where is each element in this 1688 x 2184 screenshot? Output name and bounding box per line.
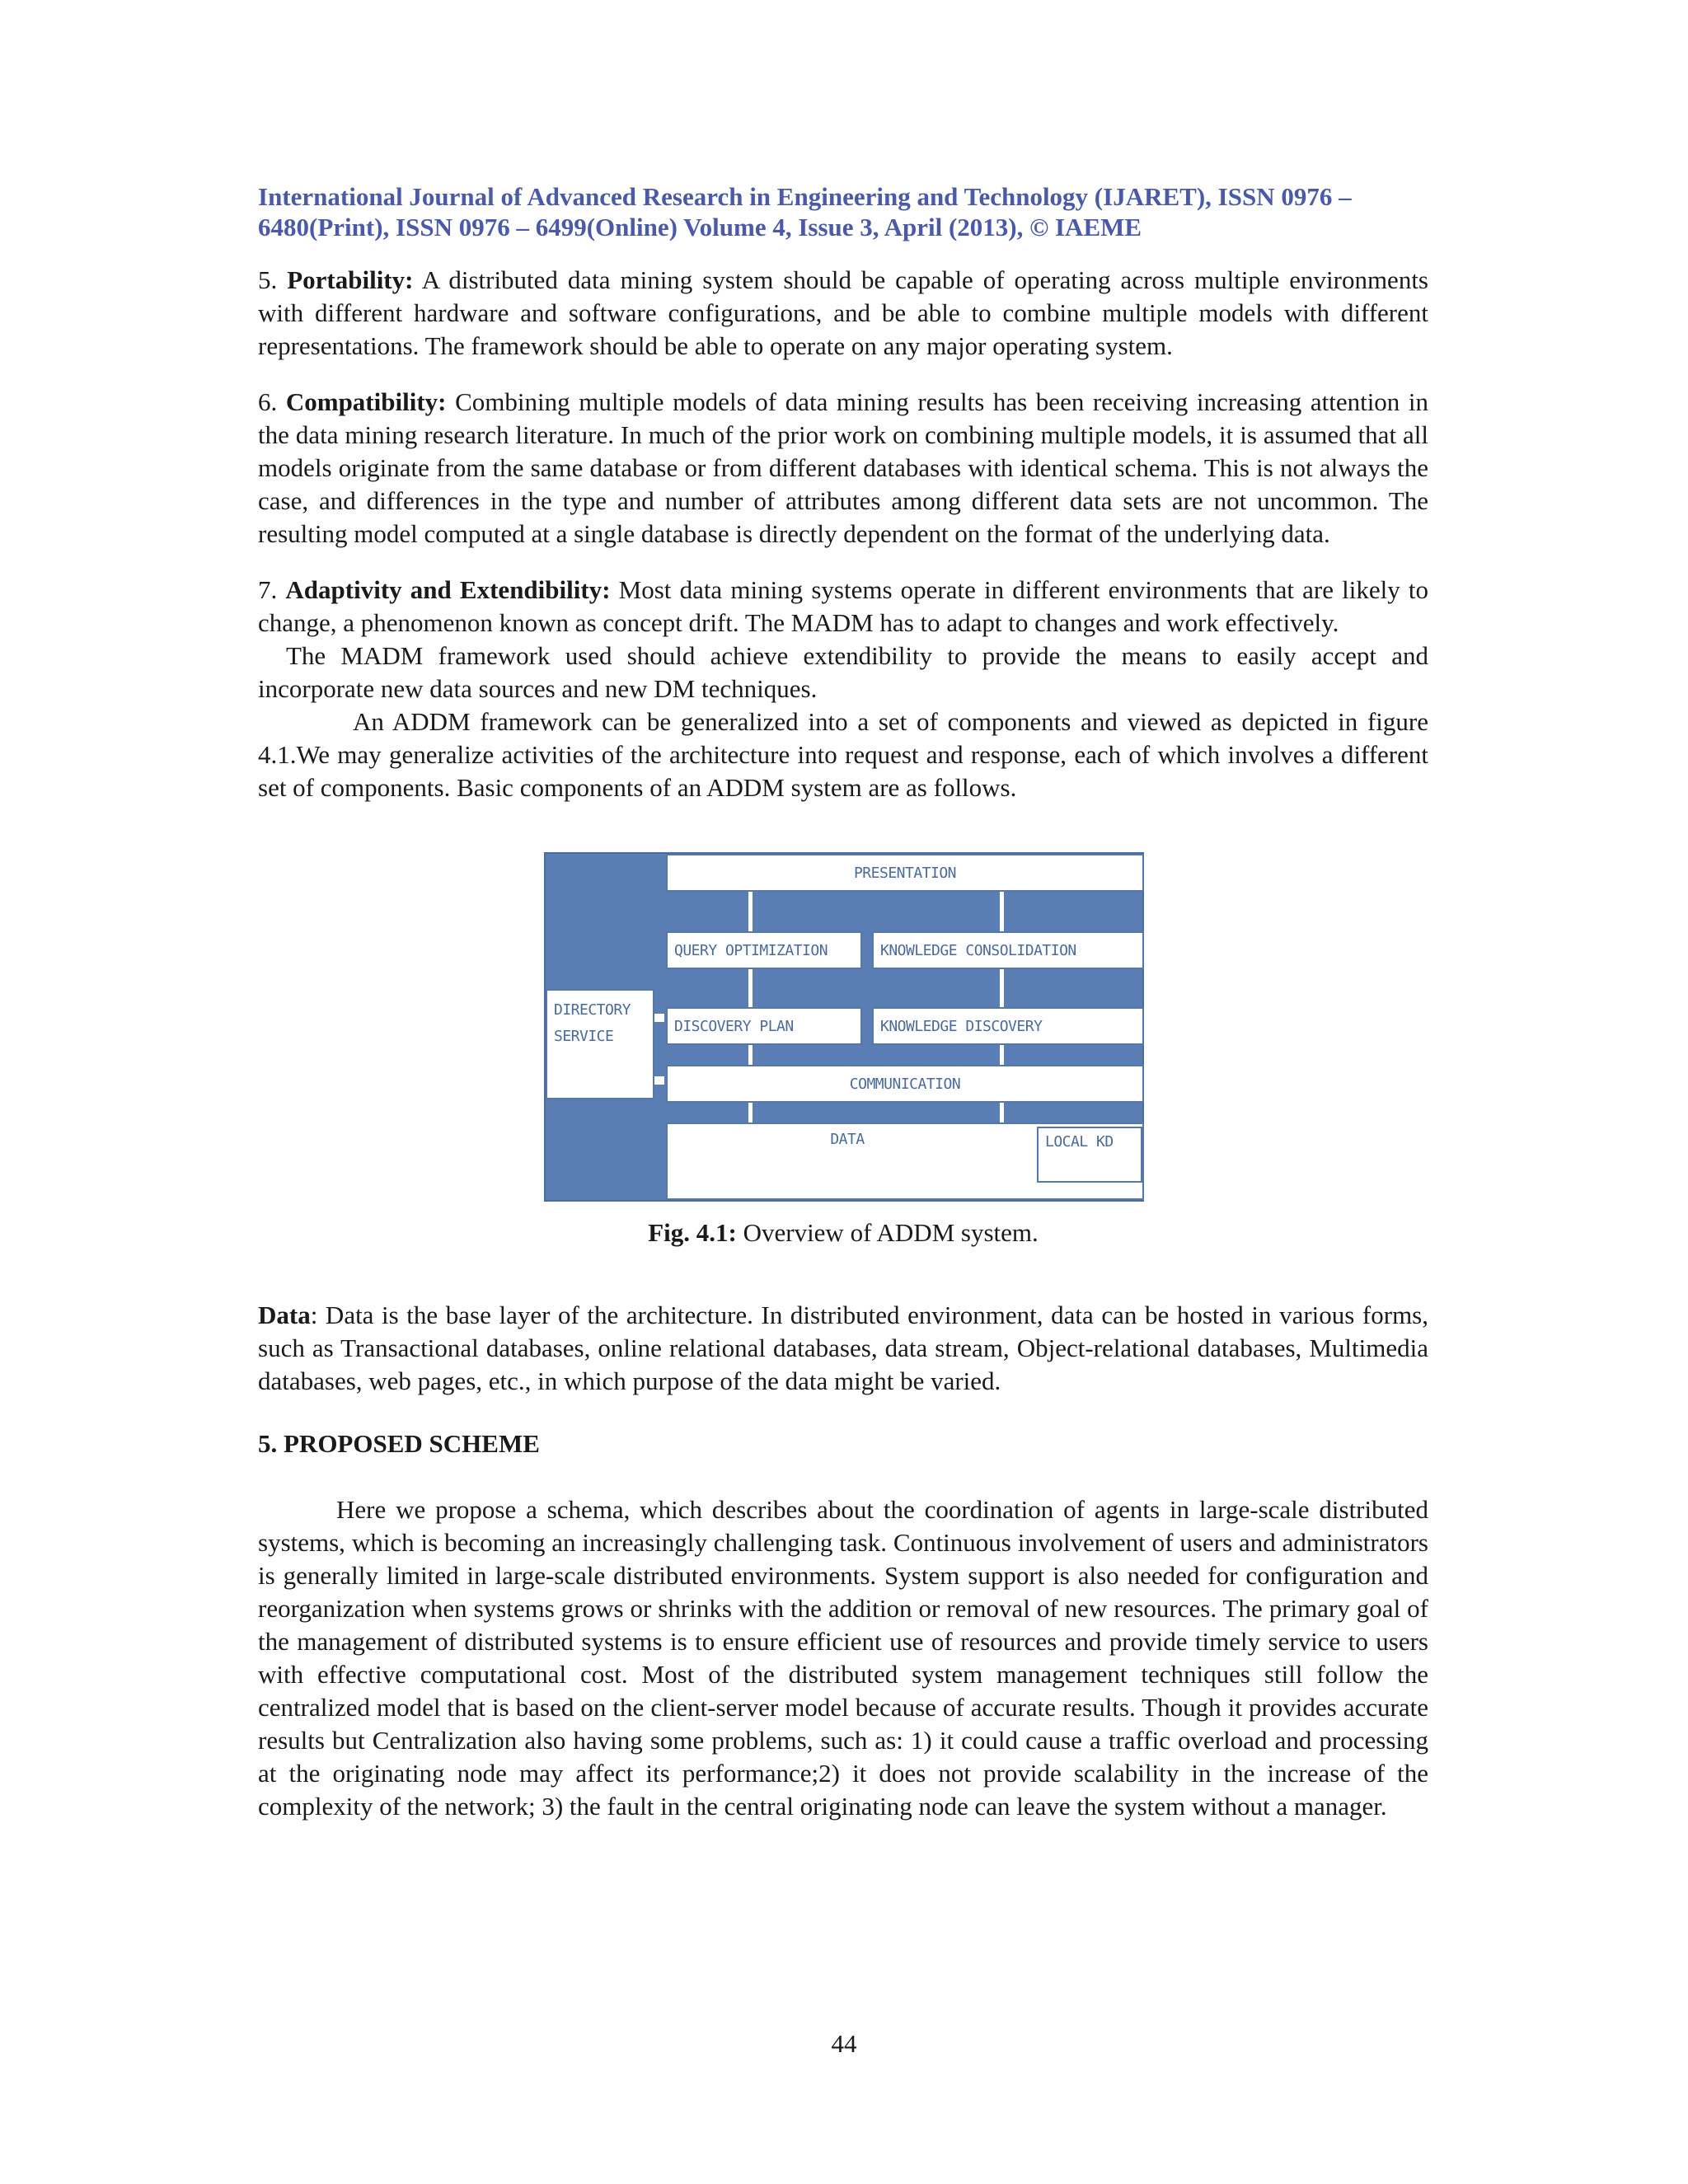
communication-box: COMMUNICATION: [666, 1065, 1144, 1103]
arrow-up-icon: [1000, 1103, 1004, 1122]
paragraph-addm: An ADDM framework can be generalized into a set of components and viewed as depicted in figure 4.1.We may generalize activities of the architecture into request and response, each of which involves a different set of components. Basic components of an ADDM system are as follows.: [258, 707, 1428, 802]
data-term: Data: [258, 1301, 311, 1329]
item-number: 6.: [258, 387, 278, 416]
knowledge-consolidation-box: KNOWLEDGE CONSOLIDATION: [872, 931, 1144, 969]
section-title: 5. PROPOSED SCHEME: [258, 1429, 540, 1458]
data-box: DATA: [666, 1122, 1144, 1200]
arrow-up-icon: [1000, 969, 1004, 1007]
item-compatibility: [258, 386, 1428, 551]
page-content: [258, 181, 1428, 1823]
section-paragraph: Here we propose a schema, which describes about the coordination of agents in large-scale distributed systems, which is becoming an increasingly challenging task. Continuous involvement of users and administrators is generally limited in large-scale distributed environments. System support is also needed for configuration and reorganization when systems grows or shrinks with the addition or removal of new resources. The primary goal of the management of distributed systems is to ensure efficient use of resources and provide timely service to users with effective computational cost. Most of the distributed system management techniques still follow the centralized model that is based on the client-server model because of accurate results. Though it provides accurate results but Centralization also having some problems, such as: 1) it could cause a traffic overload and processing at the originating node may affect its performance;2) it does not provide scalability in the increase of the complexity of the network; 3) the fault in the central originating node can leave the system without a manager.: [258, 1495, 1428, 1821]
local-kd-box: LOCAL KD: [1037, 1127, 1142, 1183]
journal-header-line1: International Journal of Advanced Research in Engineering and Technology (IJARET), ISSN 0976 –: [258, 182, 1352, 211]
caption-text: Overview of ADDM system.: [743, 1218, 1039, 1247]
arrow-up-icon: [1000, 892, 1004, 931]
page-number: 44: [831, 2029, 857, 2058]
figure-caption: [258, 1216, 1428, 1249]
query-optimization-box: QUERY OPTIMIZATION: [666, 931, 862, 969]
knowledge-discovery-box: KNOWLEDGE DISCOVERY: [872, 1007, 1144, 1045]
paragraph-madm: The MADM framework used should achieve extendibility to provide the means to easily accept and incorporate new data sources and new DM techniques.: [258, 641, 1428, 703]
arrow-down-icon: [748, 1045, 753, 1065]
arrow-down-icon: [748, 1103, 753, 1122]
connector-icon: [654, 1014, 664, 1022]
directory-service-box: DIRECTORY SERVICE: [546, 989, 654, 1099]
arrow-up-icon: [1000, 1045, 1004, 1065]
arrow-down-icon: [748, 969, 753, 1007]
discovery-plan-box: DISCOVERY PLAN: [666, 1007, 862, 1045]
item-term: Adaptivity and Extendibility:: [285, 575, 611, 604]
item-text: Combining multiple models of data mining results has been receiving increasing attention in the data mining research literature. In much of the prior work on combining multiple models, it is assumed that all models originate from the same database or from different databases with identical schema. This is not always the case, and differences in the type and number of attributes among different data sets are not uncommon. The resulting model computed at a single database is directly dependent on the format of the underlying data.: [258, 387, 1429, 548]
item-text: A distributed data mining system should be capable of operating across multiple environments with different hardware and software configurations, and be able to combine multiple models with different representations. The framework should be able to operate on any major operating system.: [258, 265, 1428, 360]
connector-icon: [654, 1076, 664, 1085]
journal-header: [258, 181, 1428, 242]
item-term: Portability:: [287, 265, 414, 294]
data-paragraph: [258, 1299, 1428, 1398]
item-term: Compatibility:: [285, 387, 447, 416]
item-adaptivity: [258, 574, 1428, 640]
item-number: 5.: [258, 265, 278, 294]
presentation-box: PRESENTATION: [666, 854, 1144, 892]
journal-header-line2: 6480(Print), ISSN 0976 – 6499(Online) Volume 4, Issue 3, April (2013), © IAEME: [258, 213, 1142, 241]
data-text: : Data is the base layer of the architecture. In distributed environment, data can be hosted in various forms, such as Transactional databases, online relational databases, data stream, Object-relational databases, Multimedia databases, web pages, etc., in which purpose of the data might be varied.: [258, 1301, 1428, 1395]
item-number: 7.: [258, 575, 278, 604]
item-portability: [258, 264, 1428, 363]
addm-figure: [258, 852, 1428, 1207]
caption-label: Fig. 4.1:: [648, 1218, 737, 1247]
item-text: Most data mining systems operate in different environments that are likely to change, a phenomenon known as concept drift. The MADM has to adapt to changes and work effectively.: [258, 575, 1428, 637]
arrow-down-icon: [748, 892, 753, 931]
